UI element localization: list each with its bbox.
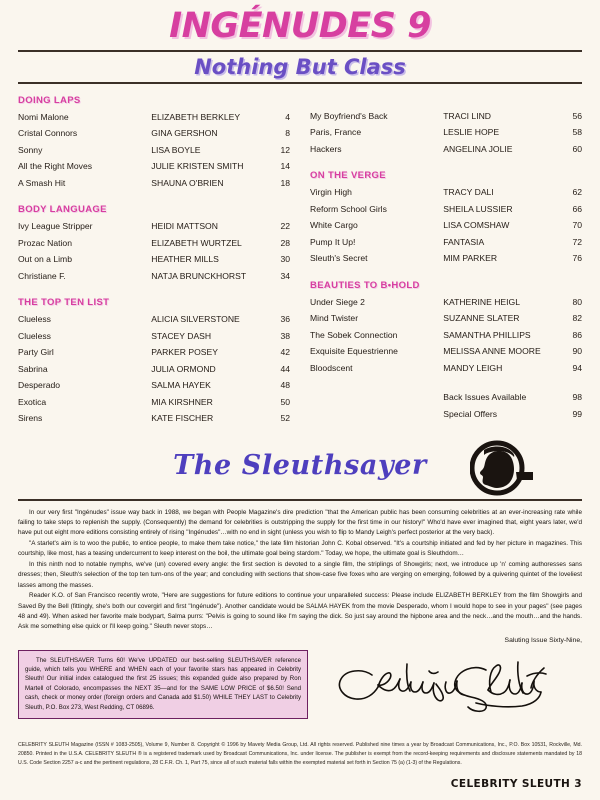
toc-entry-title: Bloodscent xyxy=(310,362,353,373)
toc-entry-page: 80 xyxy=(572,296,582,307)
toc-entry-star: STACEY DASH xyxy=(151,330,212,341)
toc-entry-title: Clueless xyxy=(18,314,51,325)
toc-entry-star: SAMANTHA PHILLIPS xyxy=(443,329,531,340)
sleuthsayer-banner xyxy=(18,444,582,502)
toc-section-heading: BODY LANGUAGE xyxy=(18,204,107,216)
toc-entry[interactable] xyxy=(18,377,290,394)
toc-entry-title: Sirens xyxy=(18,413,43,424)
masthead-rule-top xyxy=(18,50,582,52)
toc-entry[interactable] xyxy=(310,343,582,360)
toc-section-heading: THE TOP TEN LIST xyxy=(18,297,110,309)
toc-entry[interactable] xyxy=(310,360,582,377)
sleuthsaver-ad-box[interactable] xyxy=(18,650,308,720)
bottom-row xyxy=(18,650,582,720)
toc-entry-page: 18 xyxy=(280,177,290,188)
toc-entry-title: Reform School Girls xyxy=(310,203,387,214)
toc-entry-star: Back Issues Available xyxy=(443,392,527,403)
body-paragraph: In this ninth nod to notable nymphs, we've (un) covered every angle: the first section is devoted to a single film, the striplings of Showgirls; next, we introduce up 'n' coming authoresses sans dresses; then, Sleuth's selection of the top ten turn-ons of the year; and concluding with sections that show-case five foxes who are verging on emerging, followed by a quivering quintet of the loveliest lasses among the masses. xyxy=(18,561,582,589)
toc-entry-page: 48 xyxy=(280,380,290,391)
toc-entry[interactable] xyxy=(310,310,582,327)
toc-entry-star: TRACI LIND xyxy=(443,110,492,121)
toc-entry-title: Virgin High xyxy=(310,187,352,198)
toc-section xyxy=(310,170,582,267)
toc-entry[interactable] xyxy=(18,125,290,142)
signature-area xyxy=(324,650,582,718)
toc-entry[interactable] xyxy=(310,124,582,141)
toc-entry-page: 14 xyxy=(280,161,290,172)
toc-entry-page: 42 xyxy=(280,347,290,358)
toc-entry-star: HEIDI MATTSON xyxy=(151,221,218,232)
toc-entry-title: Sabrina xyxy=(18,363,48,374)
toc-section-heading: BEAUTIES TO B•HOLD xyxy=(310,279,420,291)
toc-entry-page: 36 xyxy=(280,314,290,325)
toc-entry-title: The Sobek Connection xyxy=(310,329,398,340)
toc-entry-star: LISA BOYLE xyxy=(151,144,201,155)
toc-entry[interactable] xyxy=(18,268,290,285)
page-footer xyxy=(18,741,582,790)
toc-entry[interactable] xyxy=(18,410,290,427)
toc-section xyxy=(18,95,290,192)
toc-entry[interactable] xyxy=(310,184,582,201)
toc-section xyxy=(310,389,582,422)
toc-section xyxy=(310,108,582,158)
toc-entry-page: 99 xyxy=(572,408,582,419)
toc-entry[interactable] xyxy=(18,142,290,159)
toc-entry-title: Nomi Malone xyxy=(18,111,69,122)
toc-entry-page: 66 xyxy=(572,203,582,214)
toc-entry[interactable] xyxy=(18,394,290,411)
toc-right-column xyxy=(310,95,582,440)
toc-entry-star: GINA GERSHON xyxy=(151,128,218,139)
toc-entry-title: Clueless xyxy=(18,330,51,341)
sleuthsaver-ad-text: The SLEUTHSAVER Turns 60! We've UPDATED our best-selling SLEUTHSAVER reference guide, which tells you WHERE and WHEN each of your favorite stars has appeared in Celebrity Sleuth! Our initial index catalogued the first 25 issues; this expanded guide also prepared by Ron Martell of Colorado, encompasses the NEXT 35—and for the SAME LOW PRICE of $6.50! Send cash, check or money order (foreign orders and Canada add $1.50) WHILE THEY LAST to Celebrity Sleuth, P.O. Box 273, West Redding, CT 06896. xyxy=(25,656,301,711)
toc-entry-title: Ivy League Stripper xyxy=(18,221,93,232)
sherlock-magnifier-icon xyxy=(470,440,534,502)
toc-entry-title: Sleuth's Secret xyxy=(310,253,368,264)
toc-entry-page: 8 xyxy=(285,128,290,139)
body-paragraph: Reader K.O. of San Francisco recently wrote, "Here are suggestions for future editions to continue your unparalleled success: Please include ELIZABETH BERKLEY from the film Showgirls and Saved By the Bell (fittingly, she's both our covergirl and first "Ingénude"). Another candidate would be SALMA HAYEK from the movie Desperado, whom I would hope to see in your pages" (see pages 48 and 49). When asked her favorite male bodypart, Salma purrs: "Pelvis is going to sound like I'm saying the dick. So just say around the hipbone area and the neck…and the mouth…and the hands. Ask me something else quick or I'll keep going." Sleuth never stops… xyxy=(18,592,582,631)
toc-entry[interactable] xyxy=(310,234,582,251)
toc-entry[interactable] xyxy=(18,328,290,345)
body-paragraph: In our very first "Ingénudes" issue way back in 1988, we began with People Magazine's dire prediction "that the American public has been consuming celebrities at an ever-increasing rate while failing to take steps to replenish the supply. (Consequently) the demand for celebrities is outstripping the supply for the first time in our history!" Who'd have ever imagined that, eight years later, we'd have put out eight more editions consisting entirely of rising "Ingénudes"…with no end in sight (unless you wish to flip to Mandy Leigh's perfect posterior at the very back). xyxy=(18,508,582,537)
toc-entry[interactable] xyxy=(310,108,582,125)
toc-entry-page: 30 xyxy=(280,254,290,265)
toc-entry-page: 4 xyxy=(285,111,290,122)
toc-section xyxy=(310,280,582,377)
colophon: CELEBRITY SLEUTH 3 xyxy=(450,778,582,790)
page-title: INGÉNUDES 9 xyxy=(169,6,431,46)
toc-entry[interactable] xyxy=(18,218,290,235)
toc-entry-page: 90 xyxy=(572,346,582,357)
toc-entry-page: 52 xyxy=(280,413,290,424)
masthead xyxy=(18,0,582,84)
toc-entry-title: Christiane F. xyxy=(18,270,66,281)
toc-entry-page: 12 xyxy=(280,144,290,155)
toc-entry-page: 50 xyxy=(280,396,290,407)
toc-entry[interactable] xyxy=(310,406,582,423)
toc-entry-page: 38 xyxy=(280,330,290,341)
toc-entry[interactable] xyxy=(310,250,582,267)
toc-entry[interactable] xyxy=(18,311,290,328)
toc-entry-title: A Smash Hit xyxy=(18,177,66,188)
toc-entry-title: Cristal Connors xyxy=(18,128,78,139)
toc-section xyxy=(18,204,290,284)
toc-section-heading: ON THE VERGE xyxy=(310,170,386,182)
table-of-contents xyxy=(18,95,582,440)
toc-entry-page: 98 xyxy=(572,392,582,403)
toc-entry-title: Pump It Up! xyxy=(310,236,356,247)
toc-entry[interactable] xyxy=(310,217,582,234)
toc-entry[interactable] xyxy=(310,294,582,311)
toc-entry[interactable] xyxy=(18,344,290,361)
toc-entry-page: 34 xyxy=(280,270,290,281)
legal-fineprint: CELEBRITY SLEUTH Magazine (ISSN # 1083-2505), Volume 9, Number 8. Copyright © 1996 by Mavety Media Group, Ltd. All rights reserved. Published nine times a year by Broadcast Communications, Inc., P.O. Box 10531, Rockville, Md. 20850. Printed in the U.S.A. CELEBRITY SLEUTH ® is a registered trademark used by Broadcast Communications, Inc. under license. The publisher is exempt from the record-keeping requirements and disclosure statements mandated by 18 U.S. Code Section 2257 a-c and the pertinent regulations, 28 C.F.R. Ch. 1, Part 75, since all of such material falls within the exempted material set forth in Section 75 (a) (1-3) of the Regulations. xyxy=(18,742,582,767)
toc-entry[interactable] xyxy=(18,109,290,126)
toc-entry-star: SHEILA LUSSIER xyxy=(443,203,513,214)
toc-entry[interactable] xyxy=(310,141,582,158)
toc-entry-title: Exotica xyxy=(18,396,47,407)
toc-entry-star: MELISSA ANNE MOORE xyxy=(443,346,541,357)
toc-entry-title: Exquisite Equestrienne xyxy=(310,346,398,357)
toc-entry-title: All the Right Moves xyxy=(18,161,93,172)
toc-entry-star: SHAUNA O'BRIEN xyxy=(151,177,224,188)
toc-entry-star: JULIA ORMOND xyxy=(151,363,216,374)
toc-entry-star: JULIE KRISTEN SMITH xyxy=(151,161,244,172)
sleuthsayer-body xyxy=(18,508,582,633)
toc-entry[interactable] xyxy=(310,389,582,406)
toc-entry-page: 94 xyxy=(572,362,582,373)
toc-entry-page: 62 xyxy=(572,187,582,198)
toc-entry-title: My Boyfriend's Back xyxy=(310,110,388,121)
toc-entry-star: MIM PARKER xyxy=(443,253,498,264)
toc-entry-page: 56 xyxy=(572,110,582,121)
toc-left-column xyxy=(18,95,290,440)
toc-entry-page: 76 xyxy=(572,253,582,264)
celebrity-sleuth-signature xyxy=(328,652,553,714)
toc-entry-star: LESLIE HOPE xyxy=(443,127,500,138)
toc-entry-star: ALICIA SILVERSTONE xyxy=(151,314,240,325)
toc-entry-star: Special Offers xyxy=(443,408,498,419)
toc-entry-page: 82 xyxy=(572,313,582,324)
toc-entry-page: 72 xyxy=(572,236,582,247)
toc-entry-star: HEATHER MILLS xyxy=(151,254,219,265)
toc-section xyxy=(18,297,290,427)
toc-entry-page: 44 xyxy=(280,363,290,374)
toc-entry[interactable] xyxy=(18,158,290,175)
toc-entry-page: 22 xyxy=(280,221,290,232)
toc-entry-star: KATE FISCHER xyxy=(151,413,214,424)
toc-entry-page: 28 xyxy=(280,237,290,248)
toc-entry-title: Mind Twister xyxy=(310,313,359,324)
toc-entry-star: NATJA BRUNCKHORST xyxy=(151,270,247,281)
toc-entry[interactable] xyxy=(18,175,290,192)
toc-entry-page: 60 xyxy=(572,143,582,154)
toc-entry-title: Desperado xyxy=(18,380,61,391)
toc-entry-title: Party Girl xyxy=(18,347,54,358)
page-subtitle: Nothing But Class xyxy=(194,54,406,79)
toc-entry-star: SUZANNE SLATER xyxy=(443,313,520,324)
toc-entry-star: TRACY DALI xyxy=(443,187,494,198)
toc-entry[interactable] xyxy=(18,251,290,268)
toc-entry[interactable] xyxy=(310,201,582,218)
toc-entry-title: Out on a Limb xyxy=(18,254,72,265)
sleuthsayer-signoff: Saluting Issue Sixty-Nine, xyxy=(504,636,582,644)
toc-entry-star: KATHERINE HEIGL xyxy=(443,296,520,307)
body-paragraph: "A starlet's aim is to woo the public, to entice people, to make them take notice," the late film historian John C. Kobal observed. "It's a courtship initiated and fed by her picture in magazines. This courtship, like most, has a teasing undercurrent to keep interest on the boil, the ultimate goal being stardom." Today, we hope, the ultimate goal is Sleuthdom… xyxy=(18,540,582,558)
toc-entry-title: Hackers xyxy=(310,143,342,154)
toc-entry-title: White Cargo xyxy=(310,220,358,231)
toc-entry-star: PARKER POSEY xyxy=(151,347,218,358)
toc-entry-page: 86 xyxy=(572,329,582,340)
toc-entry-star: ELIZABETH WURTZEL xyxy=(151,237,242,248)
toc-entry[interactable] xyxy=(310,327,582,344)
toc-entry-title: Prozac Nation xyxy=(18,237,72,248)
masthead-rule-bottom xyxy=(18,82,582,84)
toc-entry-title: Under Siege 2 xyxy=(310,296,365,307)
toc-entry[interactable] xyxy=(18,235,290,252)
toc-entry-star: MANDY LEIGH xyxy=(443,362,503,373)
toc-entry-star: MIA KIRSHNER xyxy=(151,396,213,407)
toc-entry-star: ELIZABETH BERKLEY xyxy=(151,111,241,122)
toc-entry-page: 70 xyxy=(572,220,582,231)
toc-entry-star: ANGELINA JOLIE xyxy=(443,143,513,154)
sleuthsayer-title: The Sleuthsayer xyxy=(173,449,427,481)
toc-entry-star: LISA COMSHAW xyxy=(443,220,510,231)
toc-entry-title: Sonny xyxy=(18,144,43,155)
toc-entry-star: SALMA HAYEK xyxy=(151,380,211,391)
toc-entry[interactable] xyxy=(18,361,290,378)
sleuthsayer-rule xyxy=(18,499,582,501)
toc-entry-title: Paris, France xyxy=(310,127,362,138)
toc-entry-star: FANTASIA xyxy=(443,236,485,247)
toc-entry-page: 58 xyxy=(572,127,582,138)
toc-section-heading: DOING LAPS xyxy=(18,94,81,106)
